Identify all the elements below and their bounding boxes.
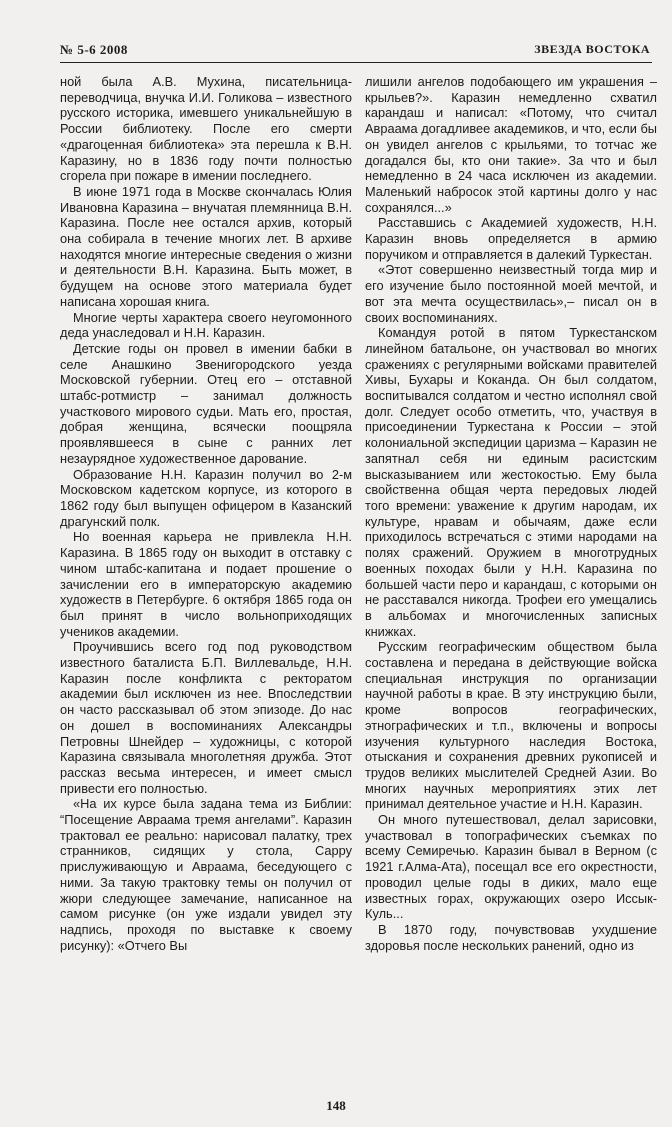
paragraph: Расставшись с Академией художеств, Н.Н. Каразин вновь определяется в армию поручиком и отправляется в далекий Туркестан. [365,215,657,262]
right-column [365,74,657,953]
paragraph: «На их курсе была задана тема из Библии: “Посещение Авраама тремя ангелами”. Каразин трактовал ее реально: нарисовал палатку, трех странников, сидящих у стола, Сарру прислуживающую и Авраама, беседующего с ними. За такую трактовку темы он получил от жюри следующее замечание, написанное на самом рисунке (он уже издали увидел эту надпись, проходя по выставке к своему рисунку): «Отчего Вы [60,796,352,953]
paragraph: В 1870 году, почувствовав ухудшение здоровья после нескольких ранений, одно из [365,921,657,953]
paragraph: Проучившись всего год под руководством известного баталиста Б.П. Виллевальде, Н.Н. Каразин после конфликта с ректоратом академии был исключен из нее. Впоследствии он часто рассказывал об этом эпизоде. До нас он дошел в воспоминаниях Александры Петровны Шнейдер – художницы, с которой Каразина связывала многолетняя дружба. Этот рассказ весьма интересен, и имеет смысл привести его полностью. [60,639,352,796]
paragraph: В июне 1971 года в Москве скончалась Юлия Ивановна Каразина – внучатая племянница В.Н. Каразина. После нее остался архив, который она собирала в течение многих лет. В архиве находятся многие интересные сведения о жизни и деятельности В.Н. Каразина. Быть может, в будущем на основе этого материала будет написана хорошая книга. [60,183,352,309]
paragraph: Многие черты характера своего неугомонного деда унаследовал и Н.Н. Каразин. [60,309,352,341]
header-rule [60,62,652,63]
paragraph: Командуя ротой в пятом Туркестанском линейном батальоне, он участвовал во многих сражениях с регулярными войсками правителей Хивы, Бухары и Коканда. Он был солдатом, воспитывался солдатом и честно исполнял свой долг. Следует особо отметить, что, участвуя в присоединении Туркестана к России – этой колониальной экспедиции царизма – Каразин не запятнал себя ни единым расистским высказыванием или жестокостью. Ему была свойственна общая черта передовых людей того времени: уважение к другим народам, их культуре, нравам и обычаям, даже если приходилось встречаться с этими народами на полях сражений. Оружием в многотрудных военных походах были у Н.Н. Каразина по большей части перо и карандаш, с которыми он не расставался никогда. Трофеи его умещались в альбомах и многочисленных записных книжках. [365,325,657,639]
page-number: 148 [326,1098,346,1113]
left-column [60,74,352,953]
paragraph: Детские годы он провел в имении бабки в селе Анашкино Звенигородского уезда Московской губернии. Отец его – отставной штабс-ротмистр – занимал должность участкового мирового судьи. Мать его, простая, добрая женщина, всячески поощряла проявлявшееся в сыне с ранних лет незаурядное художественное дарование. [60,340,352,466]
paragraph: Русским географическим обществом была составлена и передана в действующие войска специальная инструкция по организации научной работы в крае. В эту инструкцию были, кроме вопросов географических, этнографических и т.п., включены и вопросы изучения культурного наследия Востока, отыскания и сохранения древних рукописей и трудов великих мыслителей Средней Азии. Во многих научных мероприятиях этих лет принимал деятельное участие и Н.Н. Каразин. [365,639,657,812]
paragraph: Образование Н.Н. Каразин получил во 2-м Московском кадетском корпусе, из которого в 1862 году был выпущен офицером в Казанский драгунский полк. [60,466,352,529]
paragraph: Но военная карьера не привлекла Н.Н. Каразина. В 1865 году он выходит в отставку с чином штабс-капитана и подает прошение о зачислении его в императорскую академию художеств в Петербурге. 6 октября 1865 года он был принят в число вольноприходящих учеников академии. [60,529,352,639]
paragraph: ной была А.В. Мухина, писательница-переводчица, внучка И.И. Голикова – известного русского историка, имевшего уникальнейшую в России библиотеку. После его смерти «драгоценная библиотека» эта перешла к В.Н. Каразину, но в 1836 году почти полностью сгорела при пожаре в имении последнего. [60,74,352,184]
paragraph: «Этот совершенно неизвестный тогда мир и его изучение было постоянной моей мечтой, и вот эта мечта осуществилась»,– писал он в своих воспоминаниях. [365,262,657,325]
paragraph: лишили ангелов подобающего им украшения – крыльев?». Каразин немедленно схватил карандаш и написал: «Потому, что считал Авраама догадливее академиков, и что, если бы он увидел ангелов с крыльями, то тотчас же догадался бы, кто они такие». За что и был немедленно в 24 часа исключен из академии. Маленький набросок этой картины долго у нас сохранялся...» [365,74,657,215]
page-header [0,0,672,64]
issue-number: № 5-6 2008 [60,42,128,57]
paragraph: Он много путешествовал, делал зарисовки, участвовал в топографических съемках по всему Семиречью. Каразин бывал в Верном (с 1921 г.Алма-Ата), посещал все его окрестности, проводил целые годы в диких, мало еще известных горах, окружающих озеро Иссык-Куль... [365,812,657,922]
journal-title: ЗВЕЗДА ВОСТОКА [534,42,650,56]
